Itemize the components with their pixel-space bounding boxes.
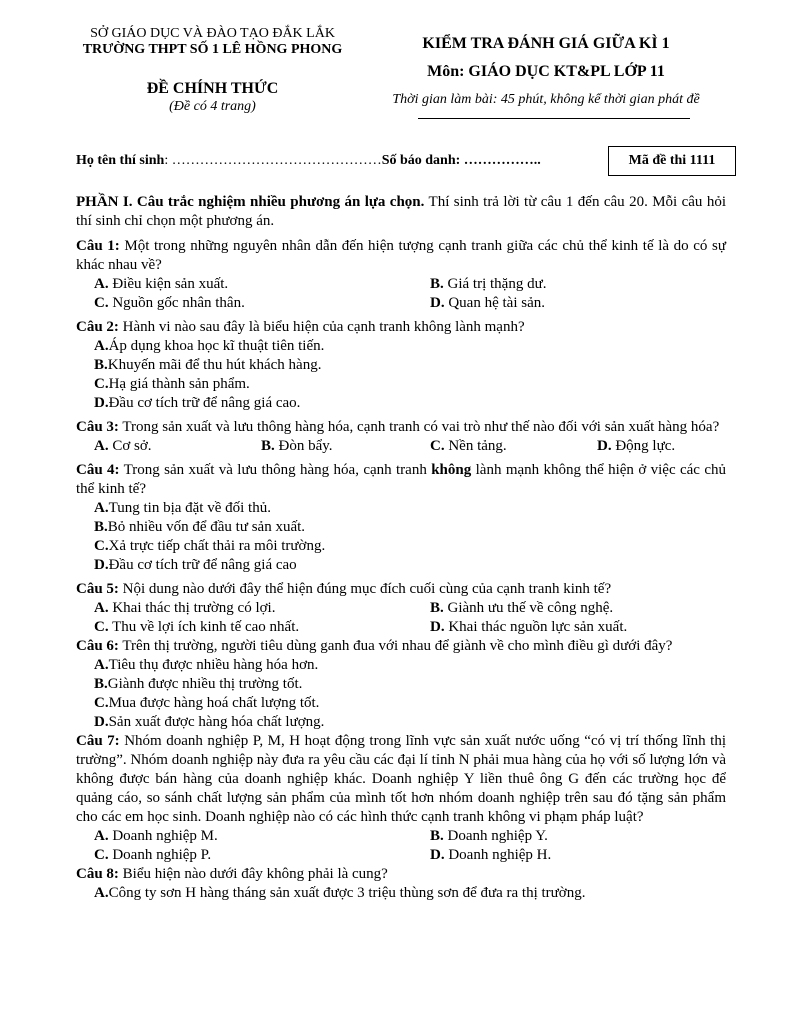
department-name: SỞ GIÁO DỤC VÀ ĐÀO TẠO ĐẮK LẮK — [90, 26, 335, 41]
name-dots: : ……………………………………… — [164, 153, 382, 168]
options-row — [76, 294, 726, 313]
option-b: B. Khuyến mãi để thu hút khách hàng. — [94, 357, 322, 373]
question-text: Nội dung nào dưới đây thể hiện đúng mục đích cuối cùng của cạnh tranh kinh tế? — [118, 581, 612, 597]
part1-intro: Thí sinh trả lời từ câu 1 đến câu 20. Mỗi câu hỏi thí sinh chỉ chọn một phương án. — [76, 194, 726, 229]
option-b: B. Đòn bẩy. — [261, 438, 333, 454]
option-b: B. Doanh nghiệp Y. — [430, 828, 548, 844]
question-label: Câu 8: — [76, 866, 119, 882]
option-c: C. Nguồn gốc nhân thân. — [94, 295, 245, 311]
option-a: A. Tiêu thụ được nhiều hàng hóa hơn. — [94, 657, 319, 673]
options-row — [76, 599, 726, 618]
question-label: Câu 3: — [76, 419, 119, 435]
question-8 — [76, 865, 726, 884]
option-d: D. Đầu cơ tích trữ để nâng giá cao — [94, 557, 297, 573]
option-a: A. Doanh nghiệp M. — [94, 828, 218, 844]
question-6 — [76, 637, 726, 656]
question-2 — [76, 318, 726, 337]
page-count: (Đề có 4 trang) — [169, 99, 256, 114]
question-text: Nhóm doanh nghiệp P, M, H hoạt động trong lĩnh vực sản xuất nước uống “có vị trí thống lĩnh thị trường”. Nhóm doanh nghiệp này đưa ra yêu cầu các đại lí tỉnh N phải mua hàng của họ với số lượng lớn và không được bán hàng của doanh nghiệp khác. Doanh nghiệp Y liền thuê ông G đến các trường học để quảng cáo, so sánh chất lượng sản phẩm của mình tốt hơn nhóm doanh nghiệp trên sau đó tặng sản phẩm cho các em học sinh. Doanh nghiệp nào có các hình thức cạnh tranh không vi phạm pháp luật? — [76, 733, 726, 825]
option-b: B. Bỏ nhiều vốn để đầu tư sản xuất. — [94, 519, 306, 535]
option-a: A. Tung tin bịa đặt về đối thủ. — [94, 500, 271, 516]
option-a: A. Công ty sơn H hàng tháng sản xuất được 3 triệu thùng sơn để đưa ra thị trường. — [94, 885, 586, 901]
options-row — [76, 437, 726, 456]
question-5 — [76, 580, 726, 599]
sbd-label: Số báo danh: — [381, 153, 461, 168]
question-1 — [76, 237, 726, 275]
option-d: D. Doanh nghiệp H. — [430, 847, 552, 863]
school-name: TRƯỜNG THPT SỐ 1 LÊ HỒNG PHONG — [82, 42, 343, 57]
question-text: Trong sản xuất và lưu thông hàng hóa, cạnh tranh — [119, 462, 432, 478]
part1-title: PHẦN I. Câu trắc nghiệm nhiều phương án lựa chọn. — [76, 194, 425, 210]
options-row — [76, 275, 726, 294]
question-7 — [76, 732, 726, 827]
question-text: Biểu hiện nào dưới đây không phải là cung? — [118, 866, 388, 882]
option-c: C. Thu về lợi ích kinh tế cao nhất. — [94, 619, 300, 635]
question-emphasis: không — [431, 462, 472, 478]
option-a: A. Áp dụng khoa học kĩ thuật tiên tiến. — [94, 338, 325, 354]
option-d: D. Sản xuất được hàng hóa chất lượng. — [94, 714, 325, 730]
subject-line: Môn: GIÁO DỤC KT&PL LỚP 11 — [427, 63, 665, 80]
option-d: D. Động lực. — [597, 438, 676, 454]
question-label: Câu 6: — [76, 638, 119, 654]
option-d: D. Khai thác nguồn lực sản xuất. — [430, 619, 628, 635]
question-text: lành mạnh không thể hiện ở việc các chủ thể kinh tế? — [76, 462, 726, 497]
sbd-dots: …………….. — [460, 153, 541, 168]
exam-title: KIỂM TRA ĐÁNH GIÁ GIỮA KÌ 1 — [422, 35, 670, 52]
option-d: D. Quan hệ tài sản. — [430, 295, 545, 311]
exam-code-box: Mã đề thi 1111 — [608, 146, 736, 176]
candidate-line — [76, 151, 541, 170]
options-row — [76, 618, 726, 637]
question-label: Câu 4: — [76, 462, 120, 478]
question-label: Câu 1: — [76, 238, 120, 254]
question-text: Hành vi nào sau đây là biểu hiện của cạnh tranh không lành mạnh? — [118, 319, 525, 335]
question-label: Câu 7: — [76, 733, 120, 749]
option-c: C. Xả trực tiếp chất thải ra môi trường. — [94, 538, 326, 554]
question-text: Trong sản xuất và lưu thông hàng hóa, cạnh tranh có vai trò như thế nào đối với sản xuất hàng hóa? — [118, 419, 720, 435]
header-divider — [418, 118, 690, 119]
time-line: Thời gian làm bài: 45 phút, không kể thời gian phát đề — [392, 92, 700, 107]
question-text: Trên thị trường, người tiêu dùng ganh đua với nhau để giành về cho mình điều gì dưới đây? — [118, 638, 673, 654]
options-row — [76, 846, 726, 865]
option-a: A. Điều kiện sản xuất. — [94, 276, 229, 292]
option-b: B. Giá trị thặng dư. — [430, 276, 547, 292]
option-b: B. Giành ưu thế về công nghệ. — [430, 600, 614, 616]
part1-heading — [76, 193, 726, 231]
question-label: Câu 2: — [76, 319, 119, 335]
question-text: Một trong những nguyên nhân dẫn đến hiện tượng cạnh tranh giữa các chủ thể kinh tế là do có sự khác nhau về? — [76, 238, 726, 273]
official-label: ĐỀ CHÍNH THỨC — [146, 80, 279, 97]
options-row — [76, 827, 726, 846]
option-c: C. Nền tảng. — [430, 438, 507, 454]
option-c: C. Hạ giá thành sản phẩm. — [94, 376, 250, 392]
option-a: A. Khai thác thị trường có lợi. — [94, 600, 276, 616]
option-b: B. Giành được nhiều thị trường tốt. — [94, 676, 303, 692]
name-label: Họ tên thí sinh — [76, 153, 165, 168]
option-a: A. Cơ sở. — [94, 438, 152, 454]
question-3 — [76, 418, 726, 437]
option-c: C. Doanh nghiệp P. — [94, 847, 212, 863]
question-label: Câu 5: — [76, 581, 119, 597]
option-d: D. Đầu cơ tích trữ để nâng giá cao. — [94, 395, 301, 411]
option-c: C. Mua được hàng hoá chất lượng tốt. — [94, 695, 320, 711]
question-4 — [76, 461, 726, 499]
exam-content — [76, 193, 726, 903]
